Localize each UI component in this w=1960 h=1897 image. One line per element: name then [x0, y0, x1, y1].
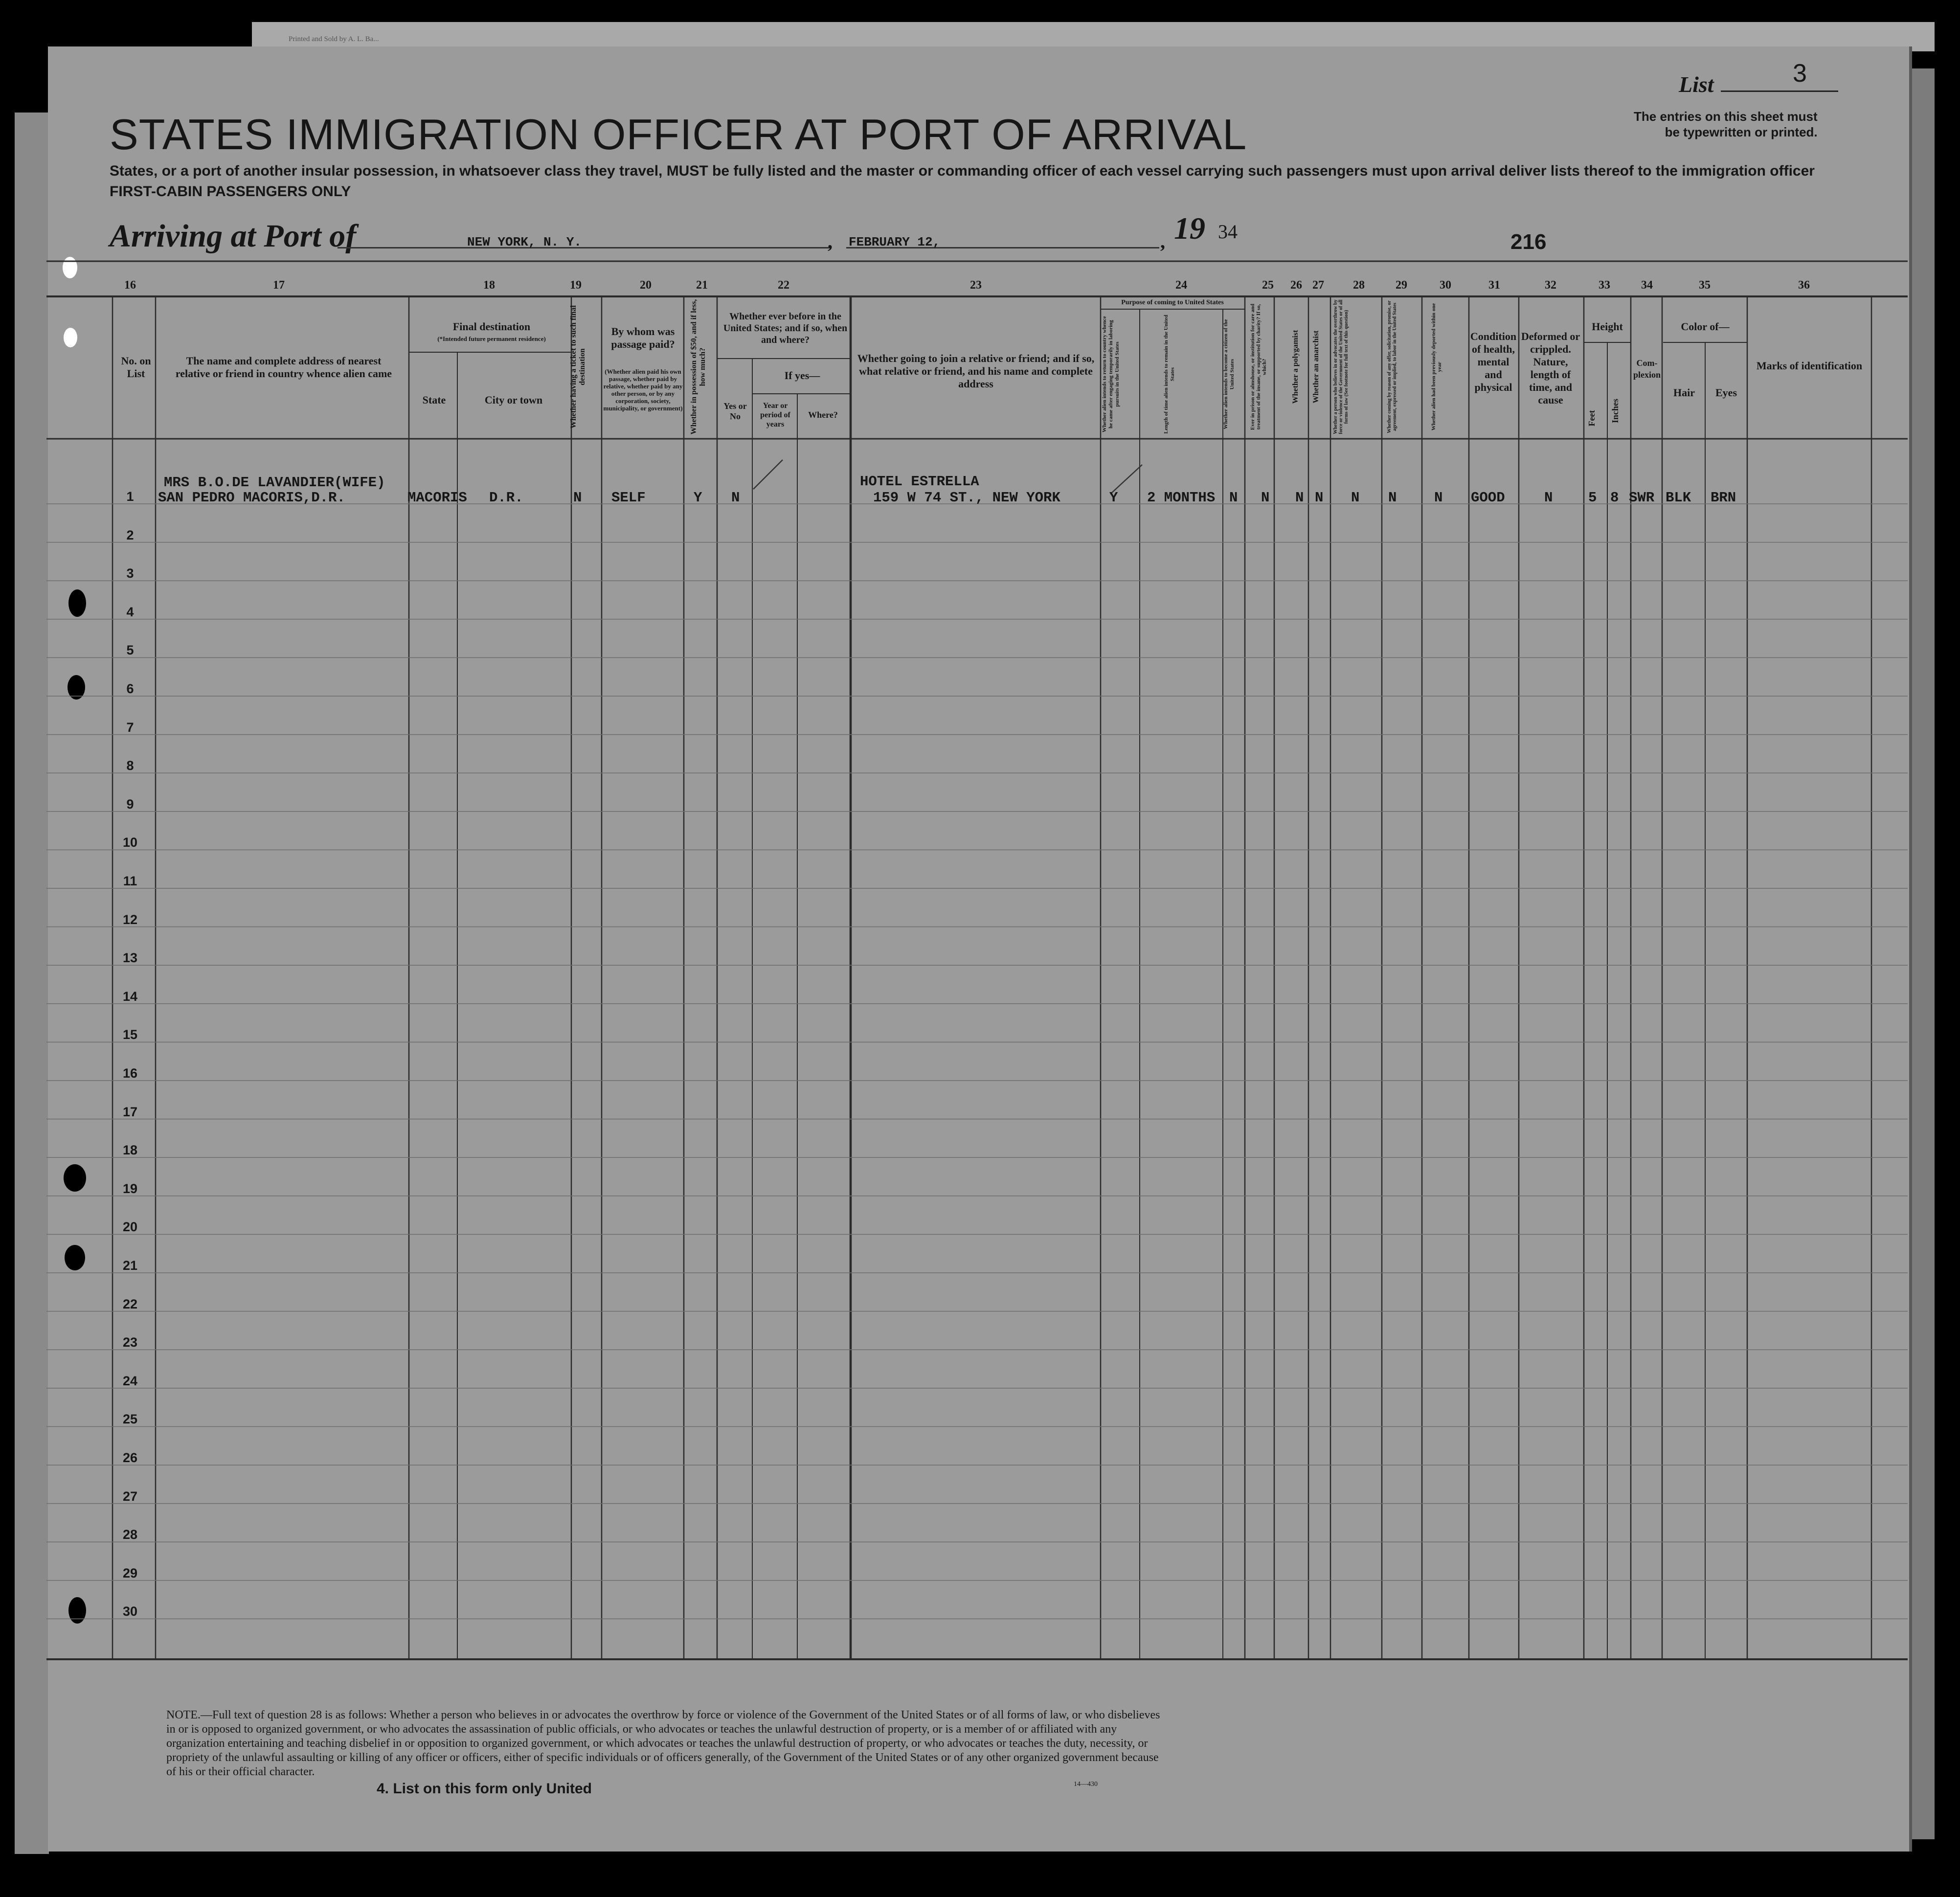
- row-number: 9: [126, 796, 134, 812]
- col-number: 17: [273, 279, 285, 292]
- header-if-yes: If yes—: [784, 369, 820, 382]
- header-no-on-list: No. on List: [121, 355, 151, 380]
- row1-ticket: N: [573, 490, 582, 506]
- header-q28: Whether a person who believes in or advocates the overthrow by force or violence of the Government of the United States or of all forms of law (See footnote for full text of this question): [1333, 299, 1349, 434]
- arriving-label: Arriving at Port of: [110, 218, 357, 254]
- row-number: 30: [122, 1604, 138, 1619]
- row-number: 4: [126, 604, 134, 619]
- row-number: 14: [122, 989, 138, 1004]
- col-number: 27: [1312, 279, 1324, 292]
- row-number: 2: [126, 527, 134, 542]
- row1-health: GOOD: [1471, 490, 1505, 506]
- col-number: 28: [1353, 279, 1365, 292]
- row1-polygamist: N: [1295, 490, 1304, 506]
- row-number: 16: [122, 1066, 138, 1081]
- col-number: 33: [1599, 279, 1610, 292]
- class-line: FIRST-CABIN PASSENGERS ONLY: [110, 183, 351, 200]
- row1-q29: N: [1388, 490, 1397, 506]
- comma: ,: [1160, 230, 1165, 252]
- header-passage-paid: By whom was passage paid?: [611, 325, 675, 350]
- row-number: 11: [123, 874, 137, 888]
- header-yes-or-no: Yes or No: [723, 401, 747, 421]
- col-number: 23: [970, 279, 982, 292]
- header-inches: Inches: [1610, 399, 1620, 424]
- header-marks: Marks of identification: [1756, 360, 1863, 372]
- row1-state: MACORIS: [407, 490, 467, 506]
- row1-hair: BLK: [1666, 490, 1691, 506]
- row1-deformed: N: [1544, 490, 1553, 506]
- row1-join-line1: HOTEL ESTRELLA: [860, 474, 979, 490]
- row1-fifty: Y: [694, 490, 702, 506]
- list-number: 3: [1793, 59, 1807, 88]
- list-label: List: [1679, 72, 1714, 97]
- header-polygamist: Whether a polygamist: [1291, 330, 1300, 404]
- row-number: 6: [126, 681, 134, 696]
- row-number: 13: [122, 950, 138, 966]
- row-number: 18: [122, 1143, 138, 1158]
- comma: ,: [828, 230, 833, 252]
- row1-join-line2: 159 W 74 ST., NEW YORK: [873, 490, 1060, 506]
- row1-citizen: N: [1229, 490, 1238, 506]
- row1-prison: N: [1261, 490, 1270, 506]
- col-number: 16: [124, 279, 136, 292]
- row-number: 25: [122, 1412, 138, 1427]
- col-number: 24: [1175, 279, 1187, 292]
- row1-city: D.R.: [489, 490, 523, 506]
- row1-relative-line1: MRS B.O.DE LAVANDIER(WIFE): [164, 474, 385, 491]
- row-number: 7: [126, 720, 134, 735]
- form-code: 14—430: [1074, 1781, 1098, 1788]
- header-feet: Feet: [1587, 410, 1597, 427]
- col-number: 22: [778, 279, 789, 292]
- row-number: 17: [122, 1104, 138, 1119]
- header-hair: Hair: [1673, 386, 1695, 399]
- col-number: 35: [1699, 279, 1711, 292]
- header-color-of: Color of—: [1681, 320, 1730, 333]
- port-value: NEW YORK, N. Y.: [467, 235, 582, 249]
- page-title: STATES IMMIGRATION OFFICER AT PORT OF ARRIVAL: [110, 110, 1247, 158]
- header-anarchist: Whether an anarchist: [1312, 330, 1320, 404]
- header-purpose-a: Whether alien intends to return to country whence he came after engaging temporarily in laboring pursuits in the United States: [1102, 316, 1120, 432]
- header-passage-note: (Whether alien paid his own passage, whether paid by relative, whether paid by any other person, or by any corporation, society, municipality, or government): [603, 368, 683, 412]
- row-number: 29: [122, 1565, 138, 1581]
- year-prefix: 19: [1174, 211, 1205, 246]
- entries-note-2: be typewritten or printed.: [1665, 125, 1818, 139]
- col-number: 21: [696, 279, 708, 292]
- header-ever-before: Whether ever before in the United States; and if so, when and where?: [723, 311, 848, 345]
- year-suffix: 34: [1218, 221, 1238, 243]
- row-number: 21: [122, 1258, 138, 1273]
- entries-note-1: The entries on this sheet must: [1634, 109, 1818, 124]
- row-number: 20: [122, 1220, 138, 1235]
- row1-eyes: BRN: [1711, 490, 1736, 506]
- header-city: City or town: [484, 394, 543, 406]
- printer-line: Printed and Sold by A. L. Ba...: [289, 35, 379, 43]
- row-number: 23: [122, 1335, 138, 1350]
- row-number: 22: [122, 1296, 138, 1311]
- col-number: 34: [1641, 279, 1653, 292]
- stamp-number: 216: [1510, 230, 1547, 254]
- row1-before: N: [731, 490, 740, 506]
- header-final-destination: Final destination: [452, 320, 531, 333]
- header-purpose-b: Length of time alien intends to remain in the United States: [1163, 315, 1175, 434]
- header-state: State: [422, 394, 446, 406]
- col-number: 19: [570, 279, 582, 292]
- header-possession-50: Whether in possession of $50, and if less, how much?: [690, 299, 707, 435]
- row1-purpose-return: Y: [1109, 490, 1118, 506]
- header-final-destination-note: (*Intended future permanent residence): [437, 335, 546, 342]
- row-number: 27: [122, 1489, 138, 1504]
- header-ticket: Whether having a ticket to such final destination: [569, 305, 586, 429]
- row-number: 15: [122, 1027, 138, 1042]
- header-condition: Condition of health, mental and physical: [1470, 330, 1517, 393]
- col-number: 31: [1488, 279, 1500, 292]
- header-q30: Whether alien had been previously deported within one year: [1431, 303, 1442, 431]
- col-number: 29: [1396, 279, 1407, 292]
- col-number: 25: [1262, 279, 1274, 292]
- date-value: FEBRUARY 12,: [849, 235, 941, 249]
- row1-anarchist: N: [1315, 490, 1324, 506]
- col-number: 30: [1440, 279, 1451, 292]
- col-number: 18: [483, 279, 495, 292]
- header-complexion: Com-plexion: [1633, 358, 1661, 380]
- header-relative: The name and complete address of nearest relative or friend in country whence alien came: [175, 355, 392, 380]
- row-number: 10: [122, 835, 138, 850]
- row-number: 12: [122, 912, 138, 927]
- col-number: 26: [1290, 279, 1302, 292]
- row-number: 19: [122, 1181, 138, 1196]
- col-number: 36: [1798, 279, 1810, 292]
- footnote: NOTE.—Full text of question 28 is as follows: Whether a person who believes in or advocates the overthrow by force or violence of the Government of the United States or of all forms of law, or who disbelieves in or is opposed to organized government, or who advocates the assassination of public officials, or who advocates or teaches the unlawful destruction of property, or is a member of or affiliated with any organization entertaining and teaching disbelief in or opposition to organized government, or which advocates or teaches the unlawful destruction of property, or who advocates or teaches the duty, necessity, or propriety of the unlawful assaulting or killing of any officer or officers, either of specific individuals or of officers generally, of the Government of the United States or of any other organized government because of his or their official character.: [166, 1709, 1160, 1778]
- row1-inches: 8: [1610, 490, 1619, 506]
- row-number: 5: [126, 643, 134, 658]
- col-number: 20: [640, 279, 652, 292]
- header-prison: Ever in prison or almshouse, or institution for care and treatment of the insane, or supported by charity? If so, which?: [1250, 303, 1267, 430]
- row1-paid: SELF: [611, 490, 646, 506]
- header-join-relative: Whether going to join a relative or friend; and if so, what relative or friend, and his name and complete address: [857, 352, 1095, 390]
- row1-relative-line2: SAN PEDRO MACORIS,D.R.: [158, 490, 345, 506]
- header-purpose-c: Whether alien intends to become a citizen of the United States: [1223, 319, 1235, 429]
- subtitle: States, or a port of another insular possession, in whatsoever class they travel, MUST be fully listed and the master or commanding officer of each vessel carrying such passengers must upon arrival deliver lists thereof to the immigration officer: [110, 163, 1815, 179]
- row1-q30: N: [1434, 490, 1443, 506]
- bottom-line: 4. List on this form only United: [377, 1781, 592, 1797]
- row1-feet: 5: [1588, 490, 1597, 506]
- header-eyes: Eyes: [1715, 386, 1737, 399]
- row-number: 8: [126, 758, 134, 773]
- row-number: 26: [122, 1450, 138, 1465]
- row1-length: 2 MONTHS: [1147, 490, 1216, 506]
- col-number: 32: [1545, 279, 1556, 292]
- row-number: 3: [126, 566, 134, 581]
- row-number: 1: [126, 489, 134, 504]
- row1-q28: N: [1351, 490, 1360, 506]
- header-deformed: Deformed or crippled. Nature, length of time, and cause: [1521, 330, 1580, 406]
- row-number: 28: [122, 1527, 138, 1542]
- header-height: Height: [1592, 320, 1623, 333]
- row-number: 24: [122, 1373, 138, 1388]
- row1-complexion: SWR: [1629, 490, 1655, 506]
- header-purpose: Purpose of coming to United States: [1121, 299, 1224, 306]
- header-where: Where?: [808, 410, 838, 420]
- header-q29: Whether coming by reason of any offer, solicitation, promise, or agreement, expressed or implied, to labor in the United States: [1387, 300, 1397, 433]
- header-year-period: Year or period of years: [760, 402, 790, 429]
